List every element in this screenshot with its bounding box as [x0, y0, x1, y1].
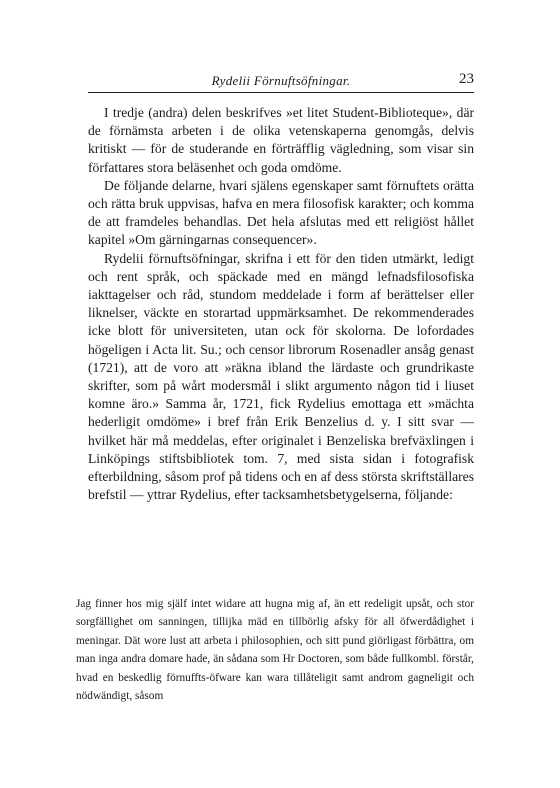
letter-paragraph: Jag finner hos mig själf intet widare att hugna mig af, än ett redeligit upsåt, och stor sorgfällighet om sanningen, tillijka mäd en tillbörlig afsky för all öfwerdådighet i meningar. Dät wore lust att arbeta i philosophien, och sitt pund giörligast förbättra, om man inga andra domare hade, än sådana som Hr Doctoren, som både fullkombl. förstår, hvad en beskedlig förnuffts-öfware kan wara tillåteligit samt androm gagneligit och nödwändigt, såsom [76, 598, 474, 703]
page-number: 23 [459, 71, 474, 87]
running-head: Rydelii Förnuftsöfningar. [211, 73, 351, 88]
page-header [88, 70, 474, 93]
paragraph: I tredje (andra) delen beskrifves »et litet Student-Biblioteque», där de förnämsta arbeten i de olika vetenskaperna genomgås, delvis kritiskt — för de studerande en förträfflig vägledning, som visar sin författares stora beläsenhet och goda omdöme. [88, 105, 474, 175]
paragraph: De följande delarne, hvari själens egenskaper samt förnuftets orätta och rätta bruk uppvisas, hafva en mera filosofisk karakter; och komma de att framdeles behandlas. Det hela afslutas med ett religiöst hållet kapitel »Om gärningarnas consequencer». [88, 177, 474, 248]
paragraph: Rydelii förnuftsöfningar, skrifna i ett för den tiden utmärkt, ledigt och rent språk, och späckade med en mängd lefnadsfilosofiska iakttagelser och råd, stundom meddelade i form af berättelser eller liknelser, väckte en storartad uppmärksamhet. De rekommenderades icke blott för universiteten, utan ock för skolorna. De lofordades högeligen i Acta lit. Su.; och censor librorum Rosenadler ansåg genast (1721), att de voro att »räkna ibland the lärdaste och grundrikaste skrifter, som på wårt modersmål i slikt argumento någon tid i liuset komne äro.» Samma år, 1721, fick Rydelius emottaga ett »mächta hederligit omdöme» i bref från Erik Benzelius d. y. I sitt svar — hvilket här må meddelas, efter originalet i Benzeliska brefväxlingen i Linköpings stiftsbibliotek tom. 7, med sista sidan i fotografisk efterbildning, såsom prof på tidens och en af dess största skriftställares brefstil — yttrar Rydelius, efter tacksamhetsbetygelserna, följande: [88, 250, 474, 503]
letter-excerpt [76, 595, 474, 705]
main-body-text [88, 104, 474, 504]
